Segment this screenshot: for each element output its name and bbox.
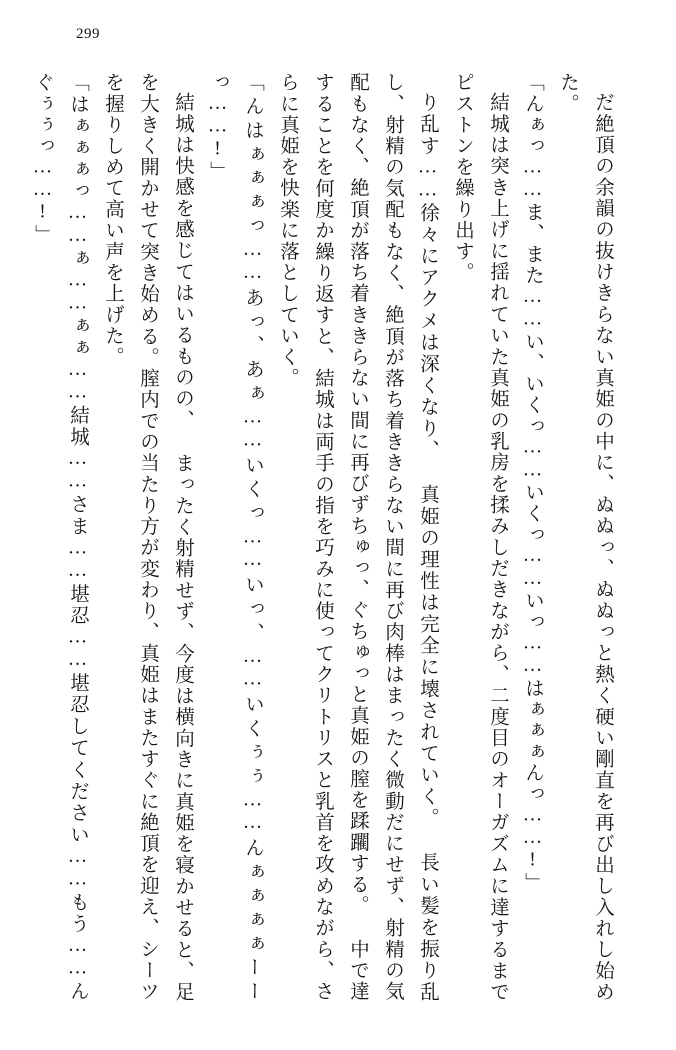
paragraph: 「んはぁぁぁっ……あっ、あぁ……いくっ……いっ、……いくぅぅ……んぁぁぁぁーーっ……!」 xyxy=(207,72,263,1002)
page-number: 299 xyxy=(76,26,100,42)
paragraph: 「んぁっ……ま、また……い、いくっ……いくっ……いっ……はぁぁぁんっ……!」 xyxy=(522,72,543,894)
page-body-text xyxy=(32,72,620,1002)
paragraph: 結城は快感を感じてはいるものの、 まったく射精せず、今度は横向きに真姫を寝かせると、足を大きく開かせて突き始める。膣内での当たり方が変わり、真姫はまたすぐに絶頂を迎え、シーツを握りしめて高い声を上げた。 xyxy=(102,72,193,1002)
paragraph: 「はぁぁぁっ……ぁ……ぁぁ……結城……さま……堪忍……堪忍してください……もう……んぐぅぅっ……!」 xyxy=(32,72,88,1002)
paragraph: だ絶頂の余韻の抜けきらない真姫の中に、ぬぬっ、ぬぬっと熱く硬い剛直を再び出し入れし始めた。 xyxy=(557,72,613,1002)
paragraph: り乱す……徐々にアクメは深くなり、 真姫の理性は完全に壊されていく。 長い髪を振り乱し、射精の気配もなく、絶頂が落ち着ききらない間に再び肉棒はまったく微動だにせず、射精の気配もなく、絶頂が落ち着ききらない間に再びずちゅっ、ぐちゅっと真姫の膣を蹂躙する。 中で達することを何度か繰り返すと、結城は両手の指を巧みに使ってクリトリスと乳首を攻めながら、さらに真姫を快楽に落としていく。 xyxy=(277,72,438,1002)
paragraph: 結城は突き上げに揺れていた真姫の乳房を揉みしだきながら、二度目のオーガズムに達するまでピストンを繰り出す。 xyxy=(452,72,508,1002)
